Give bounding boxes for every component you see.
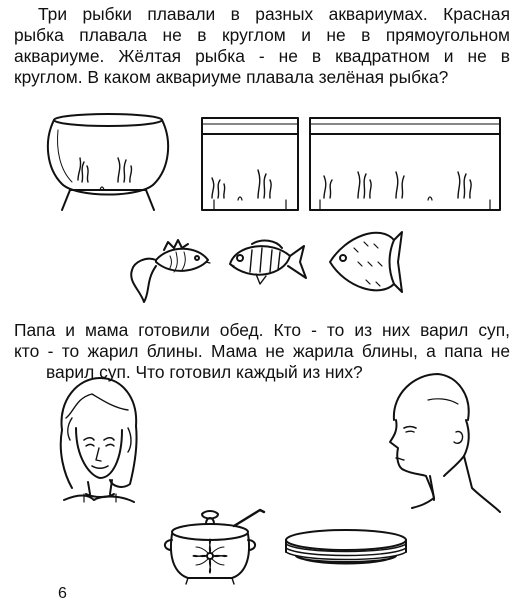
problem-2-line-1: Папа и мама готовили обед. Кто - то из них варил суп, [14, 320, 510, 340]
square-aquarium-illustration [202, 118, 298, 210]
rectangular-aquarium-illustration [310, 118, 500, 210]
problem-1-line-2: рыбка плавала не в круглом и не в прямоугольном [14, 25, 510, 45]
round-aquarium-illustration [48, 114, 168, 210]
soup-pot-illustration [165, 510, 264, 584]
mother-illustration [61, 378, 137, 502]
problem-1-line-4: круглом. В каком аквариуме плавала зелёная рыбка? [14, 67, 449, 87]
striped-fish-illustration [230, 241, 306, 284]
problem-1-line-1: Три рыбки плавали в разных аквариумах. Красная [38, 4, 510, 24]
problem-2-line-3: варил суп. Что готовил каждый из них? [46, 362, 363, 382]
pancake-plate-illustration [286, 530, 406, 564]
problem-2-line-2: кто - то жарил блины. Мама не жарила блины, а папа не [14, 341, 510, 361]
page-number: 6 [58, 585, 67, 602]
father-illustration [390, 374, 500, 512]
angelfish-illustration [330, 232, 402, 292]
goldfish-illustration [131, 240, 210, 302]
problem-1-line-3: аквариуме. Жёлтая рыбка - не в квадратном и не в [14, 46, 510, 66]
